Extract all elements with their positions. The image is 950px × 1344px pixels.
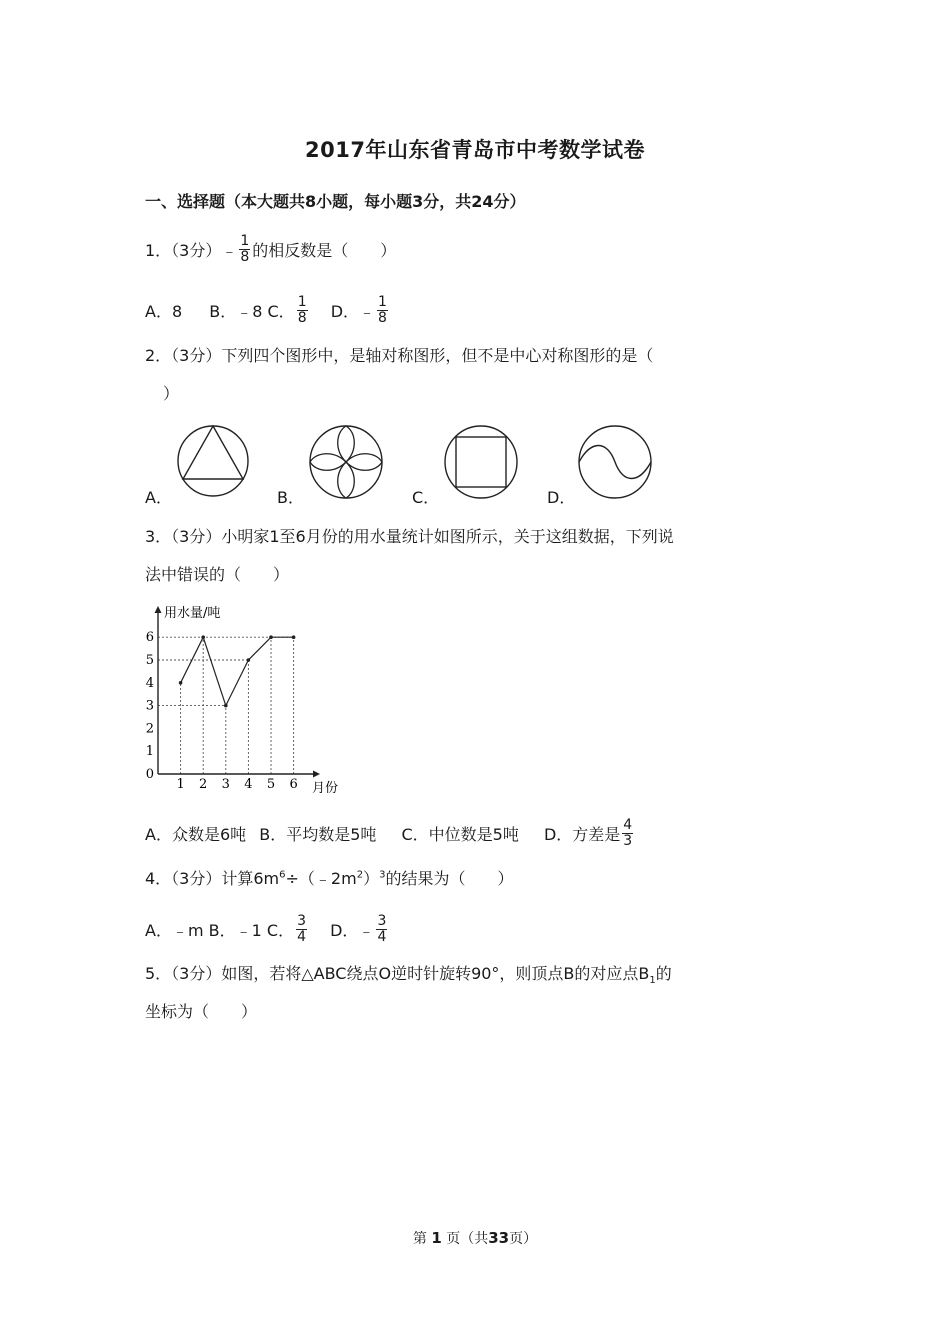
triangle-shape [183, 426, 243, 479]
q4-option-d-fraction [376, 914, 387, 945]
q4-option-d-prefix: D．﹣ [330, 921, 375, 940]
q4-option-d [330, 913, 389, 947]
q1-option-d [330, 294, 390, 328]
q5-subscript: 1 [649, 975, 656, 987]
q1-frac-num: 1 [240, 233, 250, 249]
x-tick-2: 2 [199, 777, 208, 792]
q2-label-d: D． [547, 488, 576, 507]
petal-bottom [338, 462, 355, 498]
wave-curve [579, 446, 651, 479]
y-tick-labels [146, 630, 154, 782]
square-shape [456, 437, 506, 487]
petal-left [310, 454, 346, 471]
q3-option-a: A．众数是6吨 [145, 825, 247, 844]
q4-mid2: ） [363, 869, 380, 888]
q1-option-d-fraction [377, 295, 388, 326]
petal-top [338, 426, 355, 462]
q5-line1-suffix: 的 [655, 964, 672, 983]
q1-option-c-prefix: C． [267, 302, 295, 321]
q3-option-d-fraction [622, 818, 633, 849]
question-5-line2: 坐标为（ ） [145, 1002, 258, 1021]
x-axis-label: 月份 [312, 781, 339, 796]
data-point-month-6 [292, 635, 296, 639]
q1-option-b: B．﹣8 [209, 302, 263, 321]
data-point-month-1 [179, 681, 183, 685]
q3-option-d-prefix: D．方差是 [543, 825, 621, 844]
q2-figure-a-circle-triangle [176, 424, 250, 498]
footer-total-pages: 33 [488, 1229, 510, 1247]
q3-option-d-num: 4 [623, 817, 633, 833]
q4-options [145, 913, 389, 947]
q4-exp-3: 3 [379, 869, 386, 881]
section-heading: 一、选择题（本大题共8小题，每小题3分，共24分） [145, 192, 526, 211]
x-tick-3: 3 [221, 777, 230, 792]
exam-title: 2017年山东省青岛市中考数学试卷 [305, 138, 645, 162]
data-point-month-5 [269, 635, 273, 639]
q3-option-d-den: 3 [623, 833, 633, 849]
q1-frac-den: 8 [240, 249, 250, 265]
series-line [181, 637, 294, 705]
q2-label-a: A． [145, 488, 172, 507]
q2-figure-b-circle-petals [308, 424, 384, 500]
q4-exp-1: 6 [279, 869, 286, 881]
q1-options [145, 294, 390, 328]
q1-option-d-den: 8 [378, 310, 387, 326]
x-axis-arrow-icon [313, 771, 320, 778]
q1-option-d-prefix: D．﹣ [330, 302, 376, 321]
q2-figure-c-circle-square [443, 424, 519, 500]
y-tick-6: 6 [145, 630, 154, 646]
x-tick-4: 4 [244, 777, 253, 792]
x-tick-labels [176, 777, 297, 792]
y-tick-4: 4 [145, 675, 154, 691]
q4-option-d-num: 3 [377, 913, 387, 929]
y-tick-0: 0 [145, 767, 154, 782]
q1-fraction [239, 234, 250, 265]
q2-label-b: B． [277, 488, 304, 507]
chart-axes [155, 606, 321, 778]
q1-suffix: 的相反数是（ ） [252, 241, 397, 260]
question-2-line1: 2．（3分）下列四个图形中，是轴对称图形，但不是中心对称图形的是（ [145, 346, 654, 365]
q4-option-c [266, 913, 309, 947]
q4-exp-2: 2 [356, 869, 364, 881]
x-tick-6: 6 [289, 777, 298, 792]
circle-shape [178, 426, 248, 496]
q4-mid: ÷（﹣2m [285, 869, 357, 888]
question-3-line1: 3．（3分）小明家1至6月份的用水量统计如图所示，关于这组数据，下列说 [145, 527, 674, 546]
x-tick-1: 1 [176, 777, 185, 792]
q4-prefix: 4．（3分）计算6m [145, 869, 280, 888]
q4-option-d-den: 4 [377, 929, 387, 945]
page-footer [0, 1228, 950, 1248]
q4-option-c-fraction [296, 914, 307, 945]
data-point-month-2 [201, 635, 205, 639]
footer-mid: 页（共 [446, 1231, 489, 1247]
q4-option-b: B．﹣1 [208, 921, 262, 940]
q4-option-a: A．﹣m [145, 921, 204, 940]
q4-option-c-den: 4 [297, 929, 307, 945]
question-5-line1 [145, 963, 672, 985]
question-4 [145, 868, 513, 890]
question-3-line2: 法中错误的（ ） [145, 565, 290, 584]
y-axis-arrow-icon [155, 606, 162, 613]
q1-option-a: A．8 [145, 302, 183, 321]
q2-label-c: C． [412, 488, 440, 507]
q3-option-b: B．平均数是5吨 [259, 825, 377, 844]
question-1 [145, 233, 397, 267]
q4-option-c-num: 3 [297, 913, 307, 929]
q3-option-d [543, 817, 635, 851]
data-point-month-4 [247, 658, 251, 662]
series-points [179, 635, 296, 707]
q3-option-c: C．中位数是5吨 [401, 825, 519, 844]
q1-prefix: 1．（3分）﹣ [145, 241, 238, 260]
petal-right [346, 454, 382, 471]
y-axis-label: 用水量/吨 [164, 606, 221, 621]
footer-page-number: 1 [431, 1229, 442, 1247]
question-2-line2: ） [163, 384, 180, 403]
q3-options [145, 817, 635, 851]
q1-option-d-num: 1 [378, 294, 387, 310]
q1-option-c-den: 8 [297, 310, 307, 326]
footer-suffix: 页） [509, 1231, 538, 1247]
q4-suffix: 的结果为（ ） [385, 869, 514, 888]
footer-prefix: 第 [412, 1231, 427, 1247]
y-tick-1: 1 [145, 744, 154, 760]
q1-option-c-fraction [297, 295, 308, 326]
y-tick-5: 5 [145, 653, 154, 668]
x-tick-5: 5 [266, 777, 276, 792]
y-tick-3: 3 [145, 698, 154, 714]
data-point-month-3 [224, 704, 228, 708]
q2-figure-d-circle-wave [577, 424, 653, 500]
y-tick-2: 2 [145, 721, 154, 737]
q1-option-c [267, 294, 310, 328]
q4-option-c-prefix: C． [266, 921, 295, 940]
q5-line1-prefix: 5．（3分）如图，若将△ABC绕点O逆时针旋转90°，则顶点B的对应点B [145, 964, 650, 983]
q1-option-c-num: 1 [297, 294, 307, 310]
water-usage-line-chart [140, 600, 360, 800]
